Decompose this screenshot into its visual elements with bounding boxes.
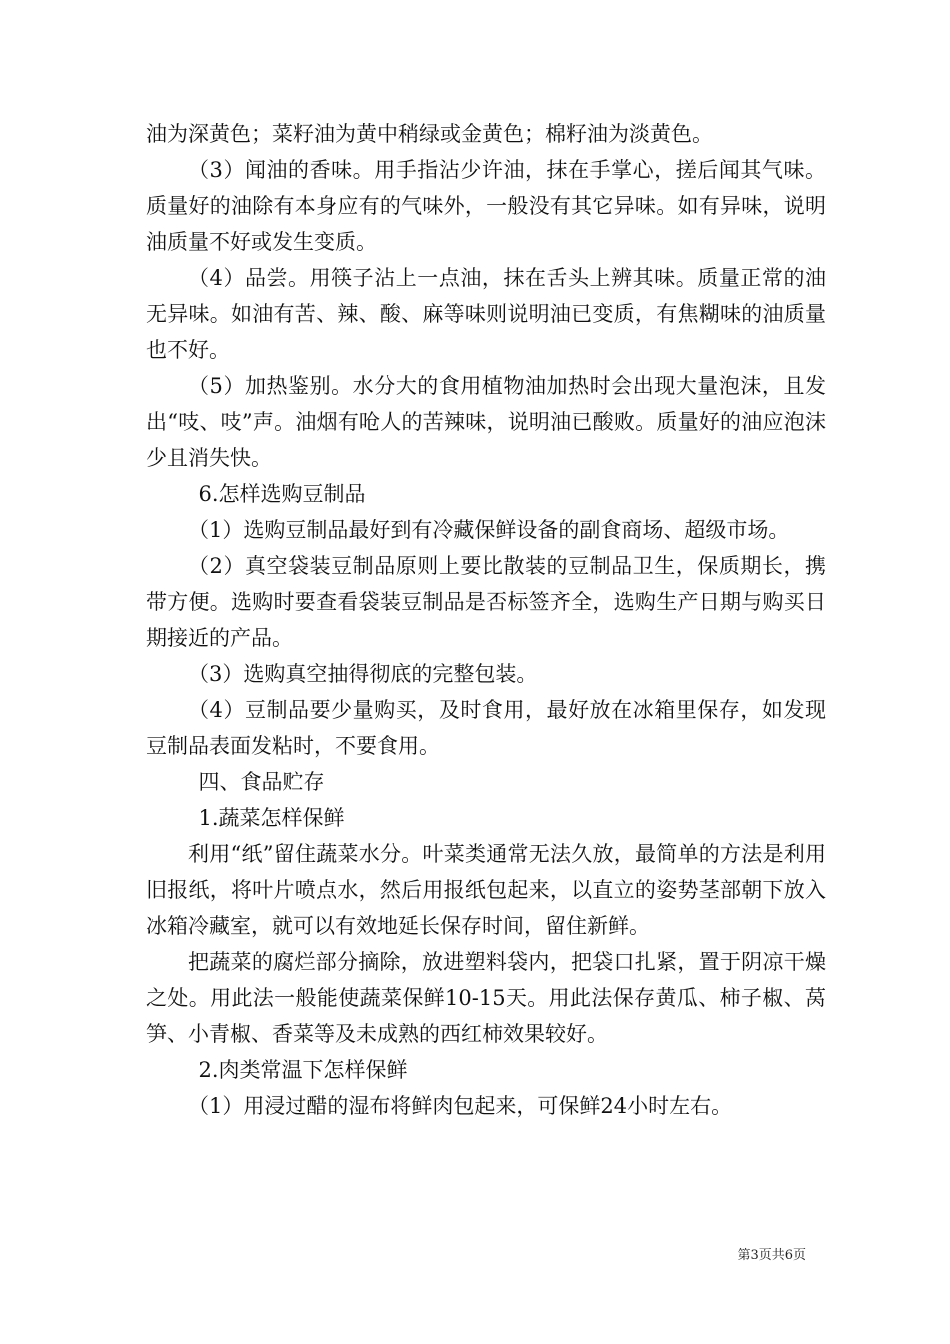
paragraph-soy-1: （1）选购豆制品最好到有冷藏保鲜设备的副食商场、超级市场。 [188,518,790,542]
page-number: 第3页共6页 [737,1248,806,1263]
paragraph-soy-2: （2）真空袋装豆制品原则上要比散装的豆制品卫生，保质期长，携带方便。选购时要查看袋装豆制品是否标签齐全，选购生产日期与购买日期接近的产品。 [146,554,826,650]
heading-meat-preservation: 2.肉类常温下怎样保鲜 [198,1058,408,1082]
paragraph-meat-vinegar: （1）用浸过醋的湿布将鲜肉包起来，可保鲜24小时左右。 [188,1094,733,1118]
document-body [146,116,826,1124]
heading-soy-products: 6.怎样选购豆制品 [198,482,366,506]
paragraph-oil-smell: （3）闻油的香味。用手指沾少许油，抹在手掌心，搓后闻其气味。质量好的油除有本身应有的气味外，一般没有其它异味。如有异味，说明油质量不好或发生变质。 [146,158,826,254]
paragraph-oil-taste: （4）品尝。用筷子沾上一点油，抹在舌头上辨其味。质量正常的油无异味。如油有苦、辣、酸、麻等味则说明油已变质，有焦糊味的油质量也不好。 [146,266,826,362]
paragraph-soy-4: （4）豆制品要少量购买，及时食用，最好放在冰箱里保存，如发现豆制品表面发粘时，不要食用。 [146,698,826,758]
paragraph-soy-3: （3）选购真空抽得彻底的完整包装。 [188,662,538,686]
paragraph-vegetable-bag: 把蔬菜的腐烂部分摘除，放进塑料袋内，把袋口扎紧，置于阴凉干燥之处。用此法一般能使蔬菜保鲜10-15天。用此法保存黄瓜、柿子椒、莴笋、小青椒、香菜等及未成熟的西红柿效果较好。 [146,950,826,1046]
paragraph-oil-color: 油为深黄色；菜籽油为黄中稍绿或金黄色；棉籽油为淡黄色。 [146,122,713,146]
heading-vegetable-preservation: 1.蔬菜怎样保鲜 [198,806,345,830]
paragraph-oil-heating: （5）加热鉴别。水分大的食用植物油加热时会出现大量泡沫，且发出“吱、吱”声。油烟有呛人的苦辣味，说明油已酸败。质量好的油应泡沫少且消失快。 [146,374,826,470]
paragraph-vegetable-paper: 利用“纸”留住蔬菜水分。叶菜类通常无法久放，最简单的方法是利用旧报纸，将叶片喷点水，然后用报纸包起来，以直立的姿势茎部朝下放入冰箱冷藏室，就可以有效地延长保存时间，留住新鲜。 [146,842,826,938]
heading-food-storage: 四、食品贮存 [198,770,325,794]
